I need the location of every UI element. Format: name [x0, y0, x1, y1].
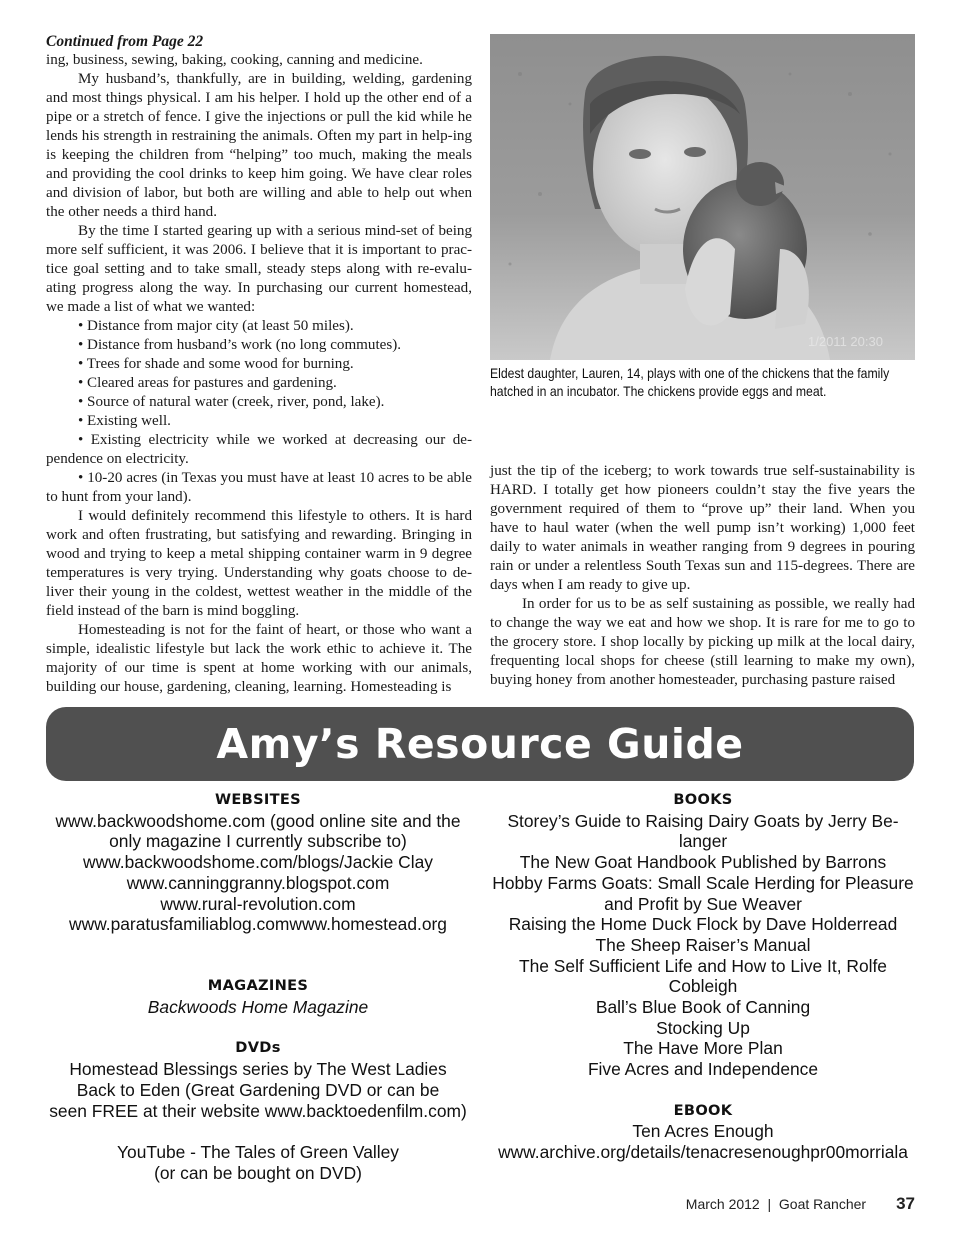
dvd-line: (or can be bought on DVD) [154, 1162, 362, 1183]
resource-guide-title: Amy’s Resource Guide [216, 720, 744, 768]
book-line: The Self Sufficient Life and How to Live It, Rolfe [519, 955, 887, 976]
paragraph: My husband’s, thankfully, are in building, welding, gardening and most things physical. I am his helper. I hold up the other end of a pipe or a stretch of fence. I give the injections or pull the kid while he lends his strength in restraining the animals. Often my part in help-ing is keeping the children from “helping” too much, making the meals and providing the cool drinks to keep him going. We have clear roles and division of labor, but both are willing and able to help out when the other needs a third hand. [46, 71, 472, 220]
book-line: Stocking Up [656, 1017, 750, 1038]
page-number: 37 [896, 1194, 915, 1213]
wants-item: • Distance from major city (at least 50 miles). [78, 318, 354, 334]
paragraph: just the tip of the iceberg; to work towards true self-sustainability is HARD. I totally get how pioneers couldn’t stay the five years the government required of them to “prove up” their land. When you have to haul water (when the well pump isn’t working) 1,000 feet daily to water animals in weather ranging from 9 degrees in pouring rain or under a relentless South Texas sun and 115-degrees. There are days when I am ready to give up. [490, 463, 915, 593]
website-line: www.canninggranny.blogspot.com [126, 872, 390, 893]
wants-item: • Cleared areas for pastures and gardening. [78, 375, 337, 391]
dvd-line: Back to Eden (Great Gardening DVD or can be [76, 1079, 440, 1100]
websites-heading: WEBSITES [215, 791, 301, 808]
magazines-heading: MAGAZINES [207, 977, 309, 995]
photo-timestamp: 1/2011 20:30 [808, 334, 883, 349]
books-heading: BOOKS [673, 791, 733, 808]
book-line: langer [678, 831, 728, 852]
continued-label: Continued from Page 22 [46, 33, 204, 50]
dvds-heading: DVDs [235, 1039, 281, 1057]
wants-item: • 10-20 acres (in Texas you must have at least 10 acres to be able to hunt from your land). [46, 470, 472, 505]
book-line: Ball’s Blue Book of Canning [595, 997, 811, 1018]
book-line: Raising the Home Duck Flock by Dave Holderread [508, 914, 898, 935]
paragraph: I would definitely recommend this lifestyle to others. It is hard work and often frustrating, but satisfying and rewarding. Bringing in wood and trying to keep a metal shipping container warm in 9 degree temperatures is very trying. Understanding why goats choose to de-liver their young in the coldest, wettest weather in the middle of the field instead of the barn is mind boggling. [46, 508, 472, 619]
paragraph: By the time I started gearing up with a serious mind-set of being more self sufficient, it was 2006. I believe that it is important to prac-tice goal setting and to take small, steady steps along with re-evalu-ating progress along the way. In purchasing our current homestead, we made a list of what we wanted: [46, 223, 472, 315]
caption-line: Eldest daughter, Lauren, 14, plays with one of the chickens that the family [490, 366, 890, 381]
website-line: only magazine I currently subscribe to) [109, 831, 407, 852]
book-line: and Profit by Sue Weaver [604, 893, 802, 914]
magazine-item: Backwoods Home Magazine [147, 997, 369, 1017]
book-line: Hobby Farms Goats: Small Scale Herding for Pleasure [492, 872, 914, 893]
dvd-line: Homestead Blessings series by The West Ladies [69, 1059, 447, 1080]
paragraph: In order for us to be as self sustaining as possible, we really had to change the way we eat and how we shop. It is rare for me to go to the grocery store. I shop locally by picking up milk at the local dairy, frequenting local shops for cheese (still learning to make my own), buying honey from another homesteader, purchasing pasture raised [490, 596, 915, 688]
wants-item: • Source of natural water (creek, river, pond, lake). [78, 394, 385, 410]
website-line: www.backwoodshome.com/blogs/Jackie Clay [83, 852, 433, 873]
ebook-heading: EBOOK [673, 1101, 733, 1119]
book-line: The New Goat Handbook Published by Barrons [519, 852, 887, 873]
website-line: www.paratusfamiliablog.comwww.homestead.org [69, 914, 447, 935]
photo-lauren-with-chicken [490, 34, 915, 360]
article-right-column [490, 462, 915, 690]
resource-guide-left-column [46, 790, 470, 1183]
resource-guide-banner [46, 707, 914, 781]
book-line: Five Acres and Independence [587, 1059, 819, 1080]
book-line: Storey’s Guide to Raising Dairy Goats by Jerry Be- [507, 810, 899, 831]
paragraph: Homesteading is not for the faint of heart, or those who want a simple, idealistic lifestyle but lack the work ethic to achieve it. The majority of our time is spent at home working with our animals, building our house, gardening, cleaning, learning. Homesteading is [46, 622, 472, 695]
wants-item: • Distance from husband’s work (no long commutes). [78, 337, 402, 353]
website-line: www.rural-revolution.com [160, 893, 356, 914]
photo-caption [490, 365, 890, 401]
dvd-line: seen FREE at their website www.backtoedenfilm.com) [49, 1100, 467, 1121]
book-line: The Have More Plan [623, 1038, 783, 1059]
book-line: The Sheep Raiser’s Manual [595, 934, 811, 955]
issue-label: March 2012 | Goat Rancher [685, 1196, 867, 1212]
website-line: www.backwoodshome.com (good online site and the [55, 810, 461, 831]
dvd-line: YouTube - The Tales of Green Valley [117, 1141, 399, 1162]
ebook-line: www.archive.org/details/tenacresenoughpr00morriala [498, 1141, 908, 1162]
wants-item: • Trees for shade and some wood for burning. [78, 356, 354, 372]
resource-guide-right-column [489, 790, 917, 1163]
paragraph: ing, business, sewing, baking, cooking, canning and medicine. [46, 52, 423, 68]
wants-item: • Existing well. [78, 413, 171, 429]
page-footer [600, 1194, 915, 1214]
caption-line: hatched in an incubator. The chickens provide eggs and meat. [490, 384, 827, 399]
book-line: Cobleigh [668, 976, 738, 997]
ebook-line: Ten Acres Enough [632, 1121, 774, 1142]
article-left-column [46, 32, 472, 697]
wants-item: • Existing electricity while we worked at decreasing our de-pendence on electricity. [46, 432, 472, 467]
photo-illustration [490, 34, 915, 360]
